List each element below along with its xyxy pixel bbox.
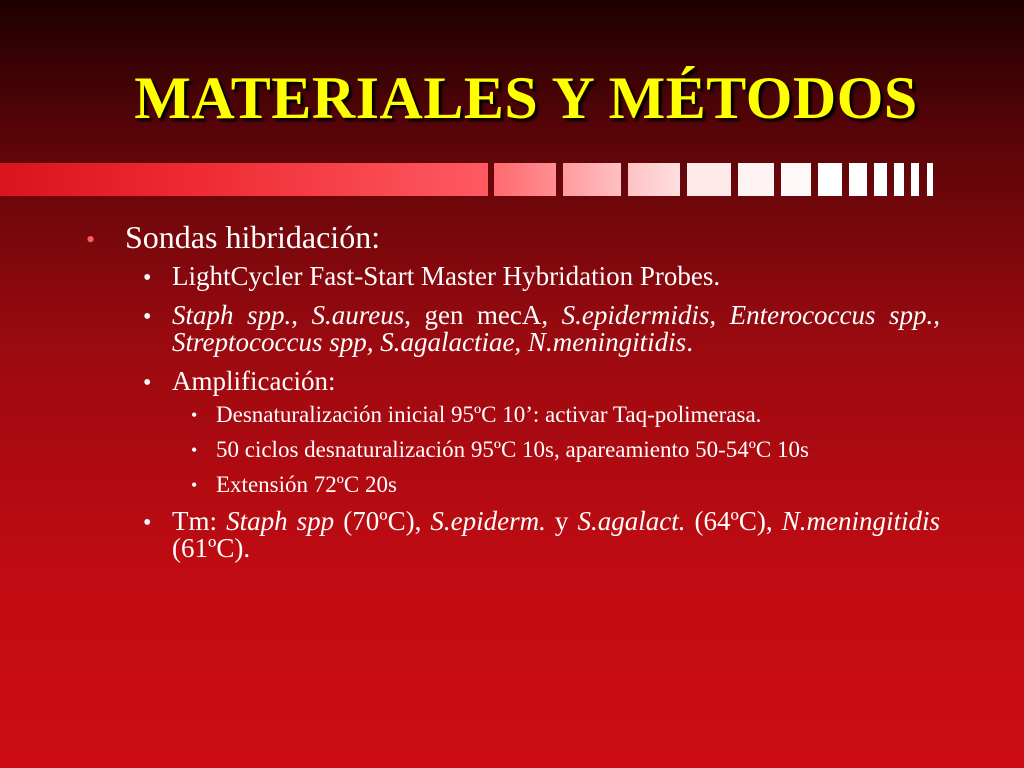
bullet-icon: • [143,265,152,292]
bullet-list [84,220,940,562]
list-item-step [172,438,940,461]
organism-name: S.epidermidis, Enterococcus spp., Streptococcus spp, S.agalactiae, N.meningitidis [172,300,941,358]
organism-name: S.epiderm. [430,506,546,537]
list-item-step [172,403,940,426]
organism-name: S.agalact. [577,506,686,537]
organism-name: Staph spp. [172,300,292,331]
list-item-text: LightCycler Fast-Start Master Hybridation Probes. [172,261,721,292]
decorative-block [494,163,556,196]
slide-body [84,220,940,574]
list-item-text: Desnaturalización inicial 95ºC 10’: activar Taq-polimerasa. [216,402,762,428]
sub-sub-list [172,403,940,496]
decorative-block [563,163,621,196]
sub-list [133,263,940,562]
list-item-text: , [291,300,312,331]
bullet-icon: • [143,304,152,331]
decorative-bar [0,163,488,196]
decorative-block [911,163,919,196]
slide-title: MATERIALES Y MÉTODOS [134,65,918,131]
list-item-step [172,473,940,496]
list-item-text: y [545,506,578,537]
list-item-probes [133,263,940,290]
list-item-text: . [686,327,693,358]
organism-name: Staph spp [226,506,335,537]
decorative-block [687,163,731,196]
bullet-icon: • [191,405,198,426]
bullet-icon: • [191,440,198,461]
list-item-text: (70ºC), [334,506,431,537]
list-item-text: (61ºC). [172,533,251,564]
bullet-icon: • [191,475,198,496]
list-item-amplification [133,368,940,496]
list-item-text: 50 ciclos desnaturalización 95ºC 10s, apareamiento 50-54ºC 10s [216,437,809,463]
decorative-block [818,163,842,196]
list-item-label: Amplificación: [172,366,336,397]
bullet-icon: • [143,370,152,397]
list-item-text: (64ºC), [685,506,782,537]
organism-name: N.meningitidis [781,506,940,537]
decorative-block [894,163,904,196]
bullet-icon: • [143,510,152,537]
list-item-label: Sondas hibridación: [125,219,381,255]
decorative-block [874,163,887,196]
decorative-block [849,163,867,196]
list-item-tm [133,508,940,562]
organism-name: S.aureus [311,300,405,331]
list-item-text: Tm: [172,506,227,537]
list-item-targets [133,302,940,356]
decorative-block [927,163,933,196]
decorative-block [781,163,811,196]
decorative-block [628,163,680,196]
decorative-block [738,163,774,196]
list-item-sondas [84,220,940,562]
bullet-icon: • [86,225,96,254]
list-item-text: , gen mecA, [404,300,562,331]
list-item-text: Extensión 72ºC 20s [216,472,397,498]
